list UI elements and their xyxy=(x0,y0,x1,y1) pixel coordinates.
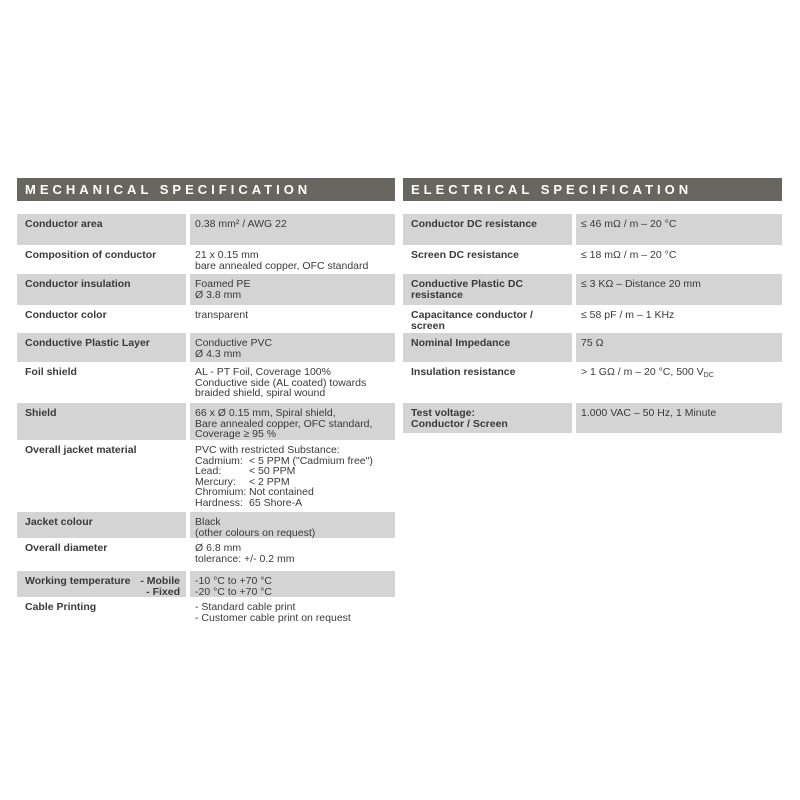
row-conductor-area xyxy=(17,214,395,245)
row-conductive-plastic-dc-resistance xyxy=(403,274,782,305)
row-conductor-color xyxy=(17,305,395,333)
row-value: 75 Ω xyxy=(576,333,782,362)
row-label: Shield xyxy=(17,403,186,440)
working-temperature-sublabels: - Mobile - Fixed xyxy=(140,575,180,598)
row-overall-diameter xyxy=(17,538,395,571)
row-label: Capacitance conductor / screen xyxy=(411,309,533,332)
row-insulation-resistance xyxy=(403,362,782,403)
electrical-spec-table xyxy=(403,178,782,433)
mechanical-spec-title: MECHANICAL SPECIFICATION xyxy=(25,182,312,197)
row-composition-of-conductor xyxy=(17,245,395,274)
row-value: - Standard cable print - Customer cable print on request xyxy=(195,601,351,624)
row-label: Conductive Plastic Layer xyxy=(17,333,186,362)
row-label: Conductive Plastic DC resistance xyxy=(403,274,572,305)
row-value: > 1 GΩ / m – 20 °C, 500 $V_{DC}$ xyxy=(581,366,714,379)
row-value: 0.38 mm² / AWG 22 xyxy=(190,214,395,245)
row-label: Screen DC resistance xyxy=(411,249,519,261)
row-value: 66 x Ø 0.15 mm, Spiral shield, Bare annealed copper, OFC standard, Coverage ≥ 95 % xyxy=(190,403,395,440)
row-value: ≤ 18 mΩ / m – 20 °C xyxy=(581,249,677,261)
row-working-temperature xyxy=(17,571,395,597)
row-value: ≤ 46 mΩ / m – 20 °C xyxy=(576,214,782,245)
electrical-spec-title: ELECTRICAL SPECIFICATION xyxy=(411,182,693,197)
row-value: transparent xyxy=(195,309,249,321)
row-cable-printing xyxy=(17,597,395,632)
row-jacket-colour xyxy=(17,512,395,538)
row-value: 21 x 0.15 mm bare annealed copper, OFC standard xyxy=(195,249,369,272)
row-label: Overall jacket material xyxy=(25,444,137,456)
row-value: ≤ 58 pF / m – 1 KHz xyxy=(581,309,675,321)
row-label: Foil shield xyxy=(25,366,77,378)
mechanical-spec-rows xyxy=(17,214,395,632)
row-conductive-plastic-layer xyxy=(17,333,395,362)
row-label: Insulation resistance xyxy=(411,366,516,378)
electrical-spec-rows xyxy=(403,214,782,433)
row-label: Test voltage: Conductor / Screen xyxy=(403,403,572,433)
row-label: Working temperature - Mobile - Fixed xyxy=(17,571,186,597)
row-label: Nominal Impedance xyxy=(403,333,572,362)
row-value: 1.000 VAC – 50 Hz, 1 Minute xyxy=(576,403,782,433)
electrical-spec-header xyxy=(403,178,782,201)
row-label: Jacket colour xyxy=(17,512,186,538)
row-value: PVC with restricted Substance: Cadmium: < 5 PPM ("Cadmium free") Lead: < 50 PPM Mercury: < 2 PPM Chromium: Not contained Hardness: 65 Shore-A xyxy=(195,444,373,509)
row-label: Conductor color xyxy=(25,309,107,321)
row-foil-shield xyxy=(17,362,395,403)
row-value: Ø 6.8 mm tolerance: +/- 0.2 mm xyxy=(195,542,295,565)
row-conductor-dc-resistance xyxy=(403,214,782,245)
row-value: Foamed PE Ø 3.8 mm xyxy=(190,274,395,305)
row-label: Overall diameter xyxy=(25,542,108,554)
row-label: Conductor area xyxy=(17,214,186,245)
row-label: Conductor insulation xyxy=(17,274,186,305)
row-nominal-impedance xyxy=(403,333,782,362)
row-value: Conductive PVC Ø 4.3 mm xyxy=(190,333,395,362)
mechanical-spec-table xyxy=(17,178,395,632)
row-label: Composition of conductor xyxy=(25,249,157,261)
row-test-voltage xyxy=(403,403,782,433)
row-value: ≤ 3 KΩ – Distance 20 mm xyxy=(576,274,782,305)
row-conductor-insulation xyxy=(17,274,395,305)
row-value: -10 °C to +70 °C -20 °C to +70 °C xyxy=(190,571,395,597)
row-value: Black (other colours on request) xyxy=(190,512,395,538)
row-label: Conductor DC resistance xyxy=(403,214,572,245)
row-label: Cable Printing xyxy=(25,601,97,613)
row-capacitance-conductor-screen xyxy=(403,305,782,333)
row-screen-dc-resistance xyxy=(403,245,782,274)
row-shield xyxy=(17,403,395,440)
vdc-subscript: DC xyxy=(703,372,714,379)
mechanical-spec-header xyxy=(17,178,395,201)
row-value: AL - PT Foil, Coverage 100% Conductive side (AL coated) towards braided shield, spiral wound xyxy=(195,366,367,399)
row-overall-jacket-material xyxy=(17,440,395,512)
